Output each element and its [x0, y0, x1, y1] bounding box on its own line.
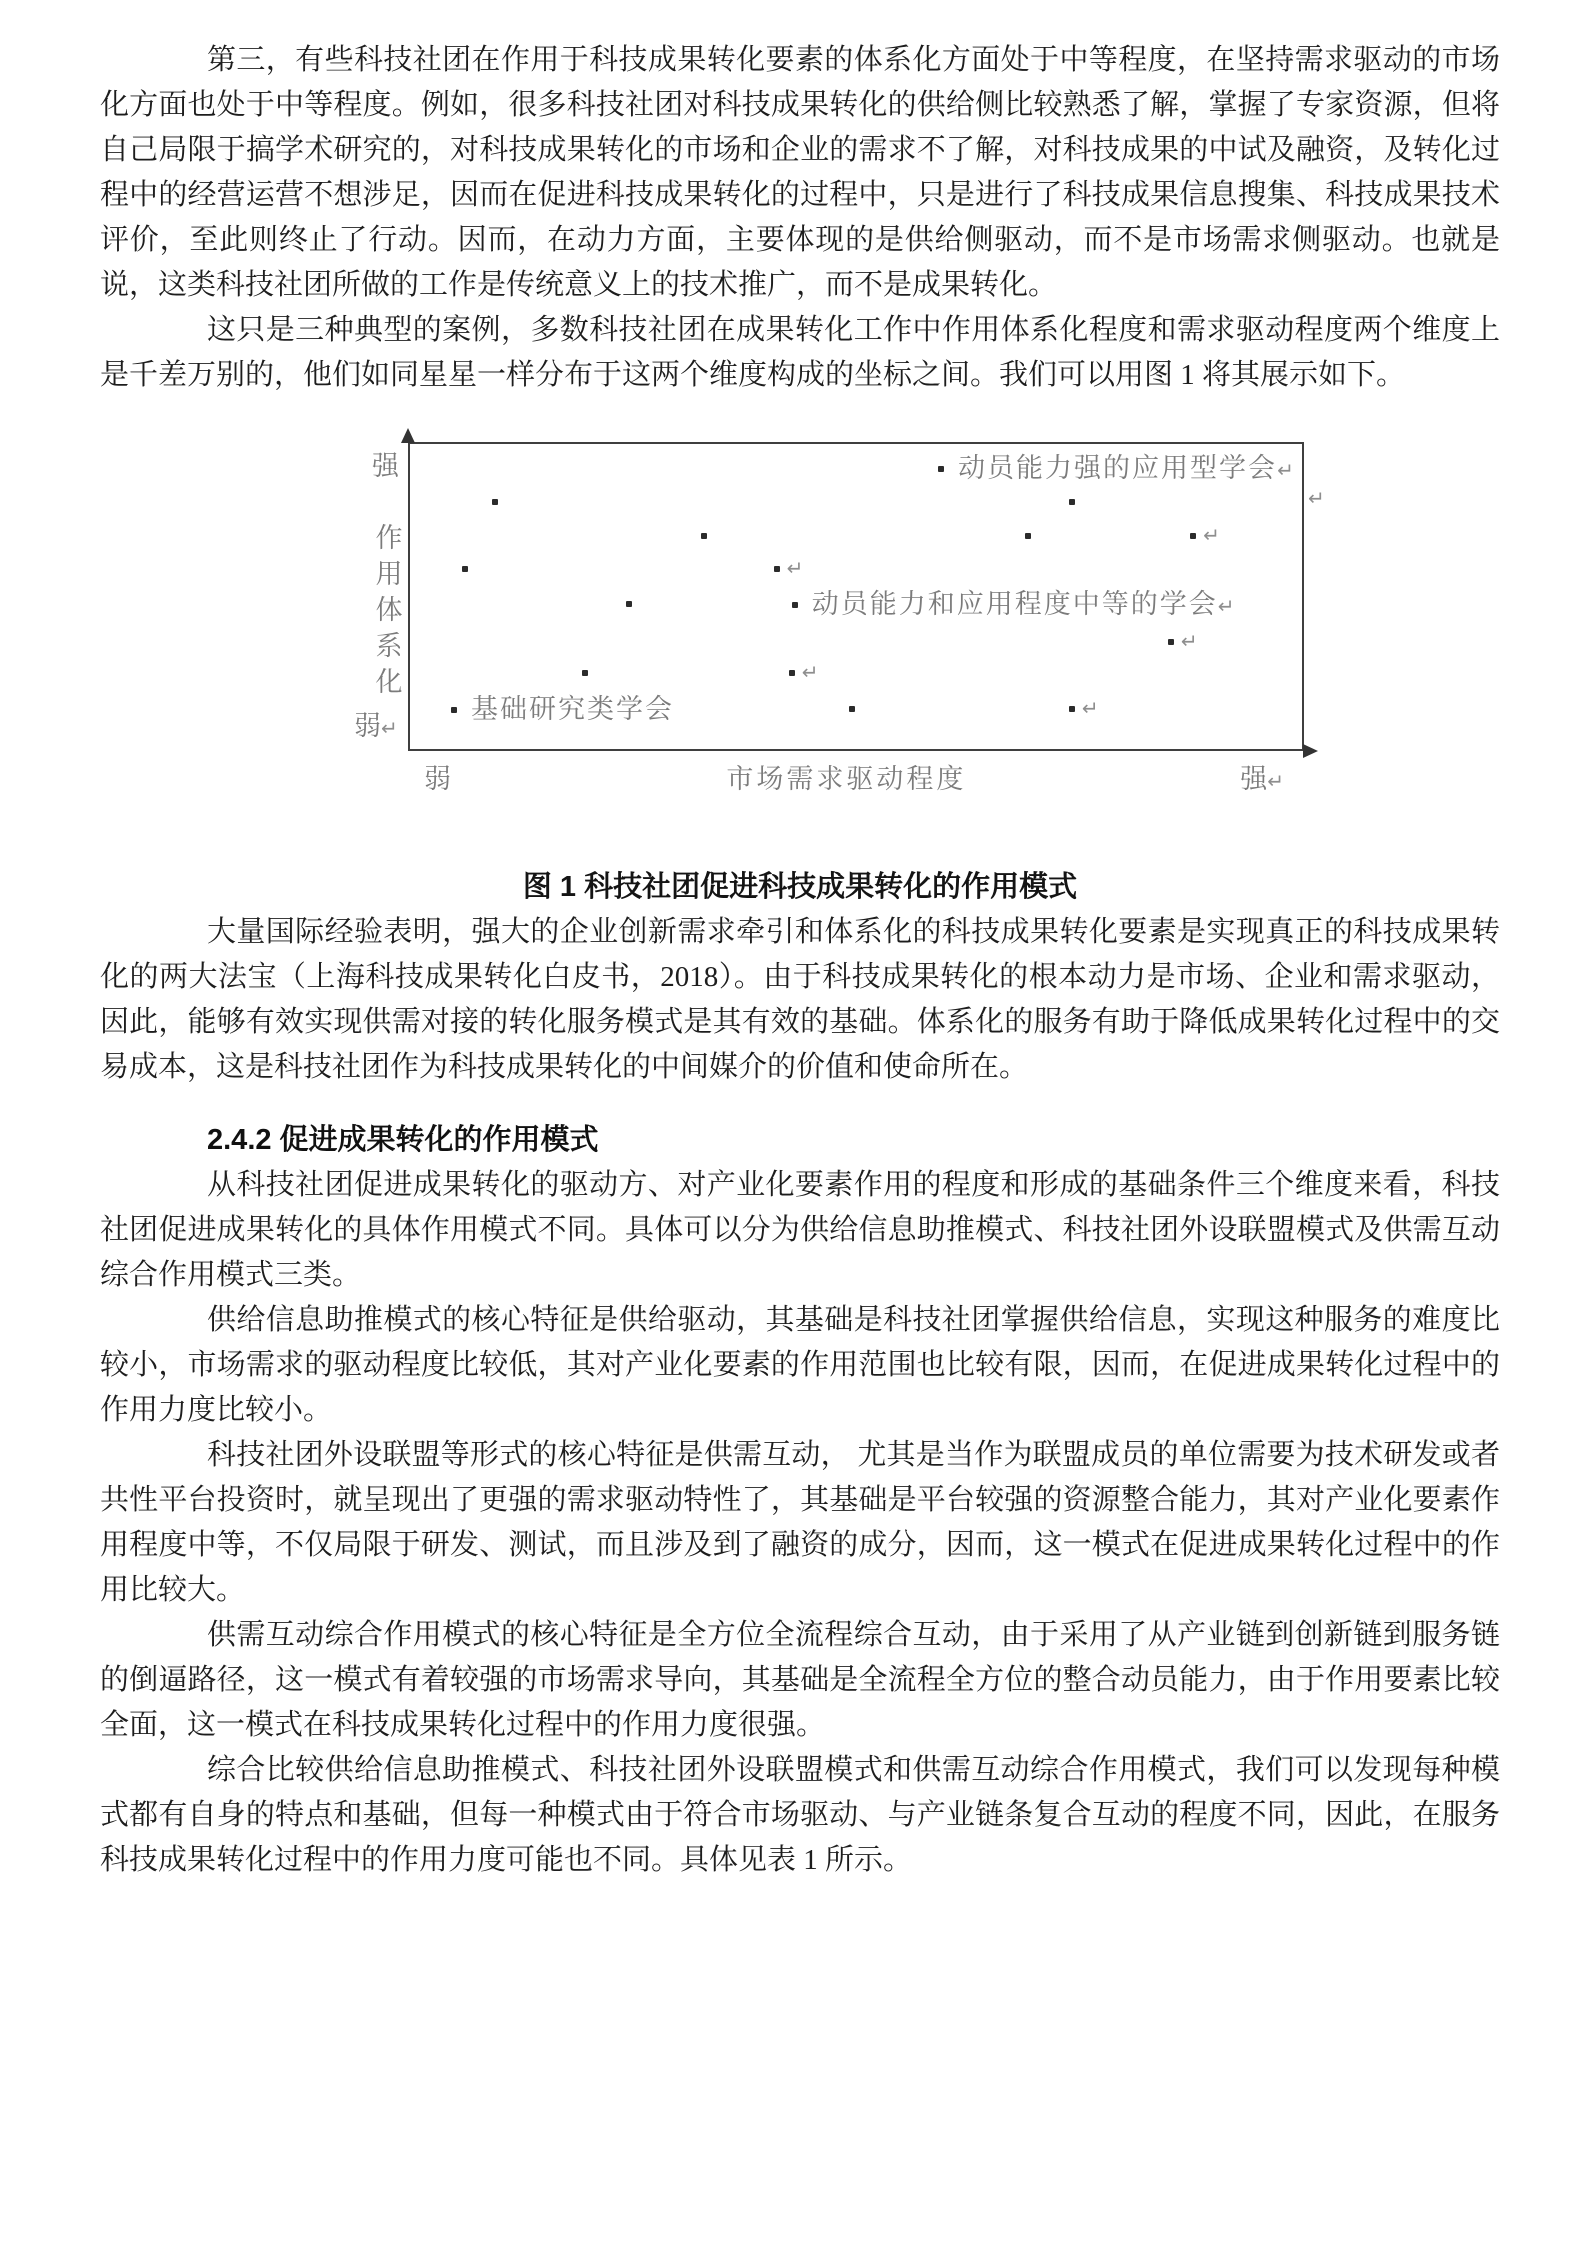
y-axis-min-label	[354, 712, 398, 740]
data-point	[582, 670, 588, 676]
y-axis-title-char: 作	[375, 523, 403, 553]
data-point	[462, 566, 468, 572]
data-point	[1190, 533, 1196, 539]
paragraph-return-mark: ↵	[1180, 629, 1198, 654]
paragraph: 科技社团外设联盟等形式的核心特征是供需互动， 尤其是当作为联盟成员的单位需要为技术研发或者共性平台投资时，就呈现出了更强的需求驱动特性了，其基础是平台较强的资源整合能力，其对产业化要素作用程度中等，不仅局限于研发、测试，而且涉及到了融资的成分，因而，这一模式在促进成果转化过程中的作用比较大。	[100, 1439, 1500, 1606]
paragraph: 第三，有些科技社团在作用于科技成果转化要素的体系化方面处于中等程度，在坚持需求驱动的市场化方面也处于中等程度。例如，很多科技社团对科技成果转化的供给侧比较熟悉了解，掌握了专家资源，但将自己局限于搞学术研究的，对科技成果转化的市场和企业的需求不了解，对科技成果的中试及融资，及转化过程中的经营运营不想涉足，因而在促进科技成果转化的过程中，只是进行了科技成果信息搜集、科技成果技术评价，至此则终止了行动。因而，在动力方面，主要体现的是供给侧驱动，而不是市场需求侧驱动。也就是说，这类科技社团所做的工作是传统意义上的技术推广，而不是成果转化。	[100, 44, 1500, 301]
x-axis-title: 市场需求驱动程度	[726, 764, 967, 794]
y-axis-arrow-icon	[401, 428, 415, 443]
paragraph: 供需互动综合作用模式的核心特征是全方位全流程综合互动，由于采用了从产业链到创新链到服务链的倒逼路径，这一模式有着较强的市场需求导向，其基础是全流程全方位的整合动员能力，由于作用要素比较全面，这一模式在科技成果转化过程中的作用力度很强。	[100, 1619, 1500, 1741]
y-axis-title-char: 化	[375, 667, 403, 697]
paragraph-return-mark: ↵	[1308, 486, 1325, 510]
data-point	[1168, 639, 1174, 645]
paragraph-return-mark: ↵	[1277, 458, 1294, 483]
data-point	[774, 566, 780, 572]
paragraph-return-mark: ↵	[1217, 594, 1235, 619]
x-axis-max-text: 强	[1240, 764, 1268, 794]
y-axis-min-text: 弱	[354, 711, 381, 741]
scatter-annotation	[938, 453, 1294, 483]
x-axis-labels	[410, 765, 1302, 797]
y-axis-title-char: 用	[375, 559, 403, 589]
figure-1	[100, 442, 1500, 802]
y-axis-title	[374, 524, 404, 704]
scatter-annotation	[792, 589, 1235, 619]
annotation-text: 动员能力和应用程度中等的学会	[811, 589, 1218, 620]
data-point	[1025, 533, 1031, 539]
paragraph-return-mark: ↵	[786, 556, 804, 581]
bullet-dot-icon	[938, 466, 944, 472]
figure-caption: 图 1 科技社团促进科技成果转化的作用模式	[522, 871, 1078, 903]
annotation-text: 动员能力强的应用型学会	[958, 453, 1278, 484]
data-point	[789, 670, 795, 676]
data-point	[701, 533, 707, 539]
paragraph-return-mark: ↵	[1081, 696, 1099, 721]
y-axis-title-char: 体	[375, 595, 403, 625]
paragraph: 供给信息助推模式的核心特征是供给驱动，其基础是科技社团掌握供给信息，实现这种服务的难度比较小，市场需求的驱动程度比较低，其对产业化要素的作用范围也比较有限，因而，在促进成果转化过程中的作用力度比较小。	[100, 1304, 1500, 1426]
x-axis-min-label: 弱	[424, 764, 451, 794]
paragraph-return-mark: ↵	[381, 716, 398, 740]
bullet-dot-icon	[451, 707, 457, 713]
paragraph-return-mark: ↵	[1203, 522, 1220, 547]
section-heading: 2.4.2 促进成果转化的作用模式	[207, 1124, 599, 1156]
annotation-text: 基础研究类学会	[471, 694, 675, 725]
data-point	[849, 706, 855, 712]
paragraph: 从科技社团促进成果转化的驱动方、对产业化要素作用的程度和形成的基础条件三个维度来看，科技社团促进成果转化的具体作用模式不同。具体可以分为供给信息助推模式、科技社团外设联盟模式及供需互动综合作用模式三类。	[100, 1169, 1500, 1291]
x-axis-max-label	[1240, 765, 1284, 793]
paragraph: 综合比较供给信息助推模式、科技社团外设联盟模式和供需互动综合作用模式，我们可以发现每种模式都有自身的特点和基础，但每一种模式由于符合市场驱动、与产业链条复合互动的程度不同，因此，在服务科技成果转化过程中的作用力度可能也不同。具体见表 1 所示。	[100, 1754, 1500, 1876]
data-point	[1069, 706, 1075, 712]
data-point	[626, 601, 632, 607]
y-axis-max-label: 强	[372, 451, 399, 481]
scatter-annotation	[451, 694, 674, 724]
x-axis-arrow-icon	[1303, 744, 1318, 758]
data-point	[1069, 499, 1075, 505]
data-point	[492, 499, 498, 505]
y-axis-title-char: 系	[375, 631, 403, 661]
paragraph: 这只是三种典型的案例，多数科技社团在成果转化工作中作用体系化程度和需求驱动程度两个维度上是千差万别的，他们如同星星一样分布于这两个维度构成的坐标之间。我们可以用图 1 将其展示如下。	[100, 314, 1500, 391]
paragraph-return-mark: ↵	[1267, 769, 1284, 793]
paragraph: 大量国际经验表明，强大的企业创新需求牵引和体系化的科技成果转化要素是实现真正的科技成果转化的两大法宝（上海科技成果转化白皮书，2018）。由于科技成果转化的根本动力是市场、企业和需求驱动，因此，能够有效实现供需对接的转化服务模式是其有效的基础。体系化的服务有助于降低成果转化过程中的交易成本，这是科技社团作为科技成果转化的中间媒介的价值和使命所在。	[100, 916, 1500, 1083]
bullet-dot-icon	[792, 602, 798, 608]
plot-area	[354, 442, 1325, 794]
paragraph-return-mark: ↵	[801, 659, 819, 684]
